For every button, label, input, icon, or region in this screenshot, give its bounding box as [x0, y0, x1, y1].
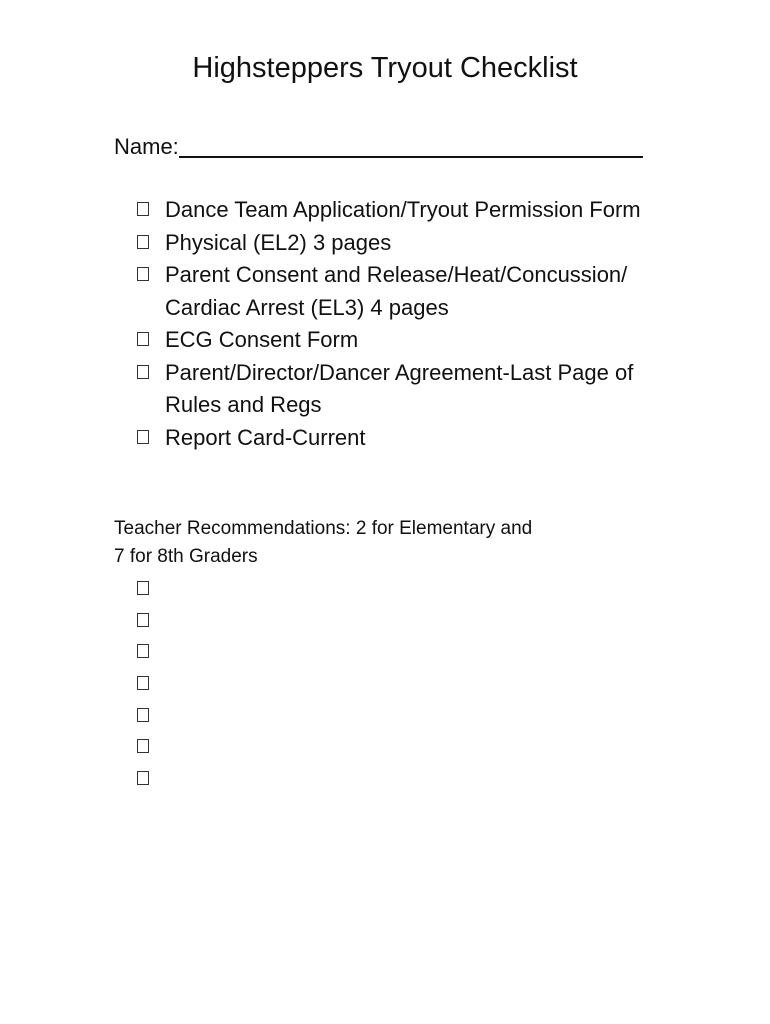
tryout-checklist [137, 194, 667, 454]
teacher-recommendations-heading [114, 515, 634, 571]
checklist-item-label: Report Card-Current [165, 424, 366, 450]
recommendations-heading-line-1: Teacher Recommendations: 2 for Elementary and [114, 518, 533, 539]
recommendation-checkbox[interactable] [137, 644, 149, 658]
page-title: Highsteppers Tryout Checklist [192, 52, 578, 84]
recommendations-heading-line-2: 7 for 8th Graders [114, 546, 258, 567]
checklist-item-label: Dance Team Application/Tryout Permission Form [165, 197, 641, 222]
checklist-item-label: Physical (EL2) 3 pages [165, 229, 392, 255]
checklist-item [137, 194, 667, 227]
recommendation-checkbox[interactable] [137, 771, 149, 785]
checklist-item [137, 422, 667, 455]
checklist-item-label: Parent/Director/Dancer Agreement-Last Page of Rules and Regs [165, 359, 634, 417]
checklist-item [137, 227, 667, 260]
checkbox[interactable] [137, 365, 149, 379]
checkbox[interactable] [137, 332, 149, 346]
checkbox[interactable] [137, 430, 149, 444]
recommendation-checkbox[interactable] [137, 739, 149, 753]
checkbox[interactable] [137, 267, 149, 281]
recommendation-checkbox[interactable] [137, 676, 149, 690]
checkbox[interactable] [137, 235, 149, 249]
checkbox[interactable] [137, 202, 149, 216]
checklist-item [137, 357, 667, 422]
recommendation-checkbox[interactable] [137, 581, 149, 595]
checklist-item-label: ECG Consent Form [165, 327, 359, 352]
checklist-item-label: Parent Consent and Release/Heat/Concussion/ Cardiac Arrest (EL3) 4 pages [165, 262, 628, 320]
recommendation-checkbox[interactable] [137, 613, 149, 627]
recommendation-checkbox[interactable] [137, 708, 149, 722]
name-input-line[interactable] [179, 132, 643, 158]
checklist-item [137, 259, 667, 324]
name-label: Name: [114, 134, 179, 159]
name-field-row [114, 130, 643, 162]
checklist-item [137, 324, 667, 357]
recommendation-checkboxes [137, 581, 149, 803]
